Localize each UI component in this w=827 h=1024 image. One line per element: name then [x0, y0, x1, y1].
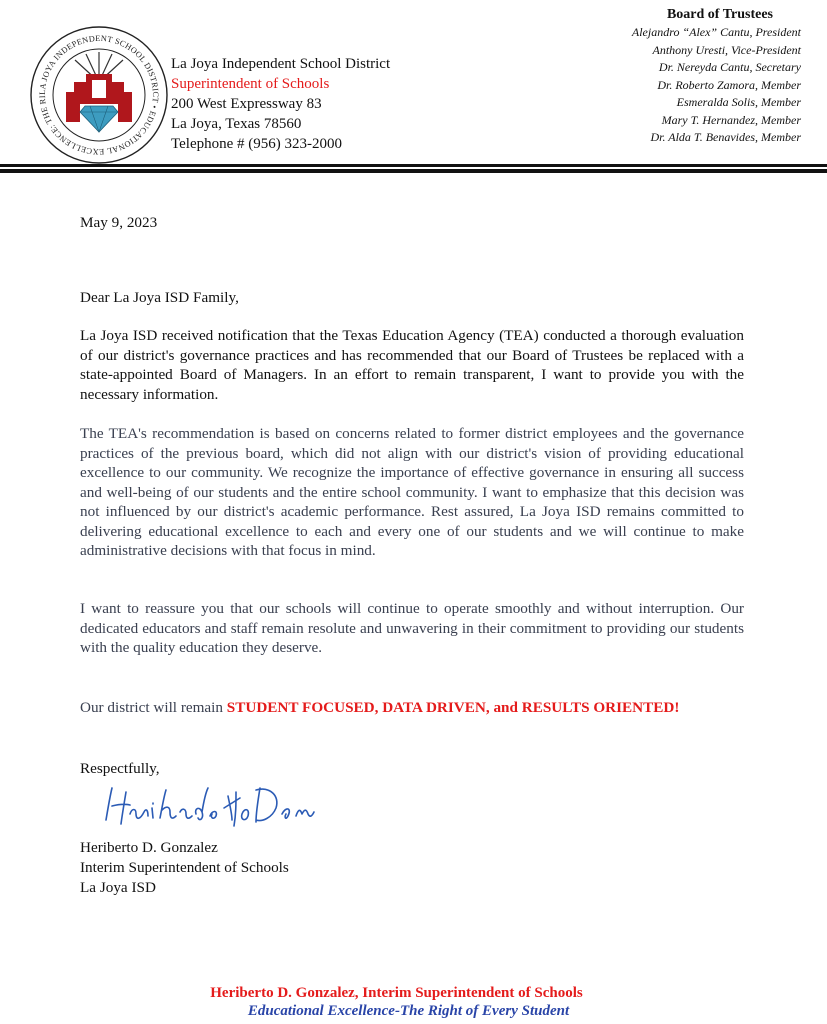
address-line-1: 200 West Expressway 83 — [171, 96, 322, 112]
closing-statement — [80, 698, 680, 718]
footer-superintendent: Heriberto D. Gonzalez, Interim Superintendent of Schools — [210, 985, 583, 1001]
district-seal-logo — [28, 24, 170, 166]
header-divider-thin — [0, 164, 827, 167]
signer-title: Interim Superintendent of Schools — [80, 859, 289, 876]
signature-block — [80, 838, 744, 898]
telephone: Telephone # (956) 323-2000 — [171, 136, 342, 152]
letter-date: May 9, 2023 — [80, 214, 158, 231]
superintendent-office: Superintendent of Schools — [171, 76, 330, 92]
paragraph-reassurance: I want to reassure you that our schools will continue to operate smoothly and without interruption. Our dedicated educators and staff remain resolute and unwavering in their commitment to providing our students with the quality education they deserve. — [80, 600, 744, 656]
sign-off: Respectfully, — [80, 760, 160, 777]
district-name: La Joya Independent School District — [171, 56, 391, 72]
handwritten-signature — [100, 778, 320, 834]
district-seal-graphic — [28, 24, 170, 166]
closing-lead: Our district will remain — [80, 699, 223, 716]
svg-text:LA JOYA INDEPENDENT SCHOOL DIS: LA JOYA INDEPENDENT SCHOOL DISTRICT • EDUCATIONAL EXCELLENCE: THE RI — [37, 33, 161, 157]
paragraph-notification: La Joya ISD received notification that the Texas Education Agency (TEA) conducted a thorough evaluation of our district's governance practices and has recommended that our Board of Trustees be replaced with a state-appointed Board of Managers. In an effort to remain transparent, I want to provide you with the necessary information. — [80, 327, 744, 403]
district-address-block — [171, 54, 390, 154]
board-member: Dr. Alda T. Benavides, Member — [650, 130, 801, 144]
paragraph-recommendation: The TEA's recommendation is based on concerns related to former district employees and the governance practices of the previous board, which did not align with our district's vision of providing educational excellence to our community. We recognize the importance of effective governance in ensuring all success and well-being of our students and the entire school community. I want to emphasize that this decision was not influenced by our district's academic performance. Rest assured, La Joya ISD remains committed to delivering educational excellence to each and every one of our students and we will continue to make administrative decisions with that focus in mind. — [80, 425, 744, 559]
closing-emphasis: STUDENT FOCUSED, DATA DRIVEN, and RESULTS ORIENTED! — [226, 699, 680, 716]
board-member: Dr. Nereyda Cantu, Secretary — [658, 60, 801, 74]
board-member: Esmeralda Solis, Member — [676, 95, 801, 109]
signature-graphic — [100, 778, 320, 834]
address-line-2: La Joya, Texas 78560 — [171, 116, 302, 132]
header-divider-thick — [0, 169, 827, 173]
signer-organization: La Joya ISD — [80, 879, 156, 896]
board-member: Alejandro “Alex” Cantu, President — [631, 25, 801, 39]
board-member: Anthony Uresti, Vice-President — [652, 42, 801, 57]
board-member: Mary T. Hernandez, Member — [661, 112, 801, 127]
board-member: Dr. Roberto Zamora, Member — [657, 77, 801, 92]
board-of-trustees — [632, 6, 801, 147]
footer-motto: Educational Excellence-The Right of Every Student — [247, 1003, 570, 1019]
signer-name: Heriberto D. Gonzalez — [80, 839, 218, 856]
board-title: Board of Trustees — [666, 7, 773, 22]
salutation: Dear La Joya ISD Family, — [80, 289, 239, 306]
